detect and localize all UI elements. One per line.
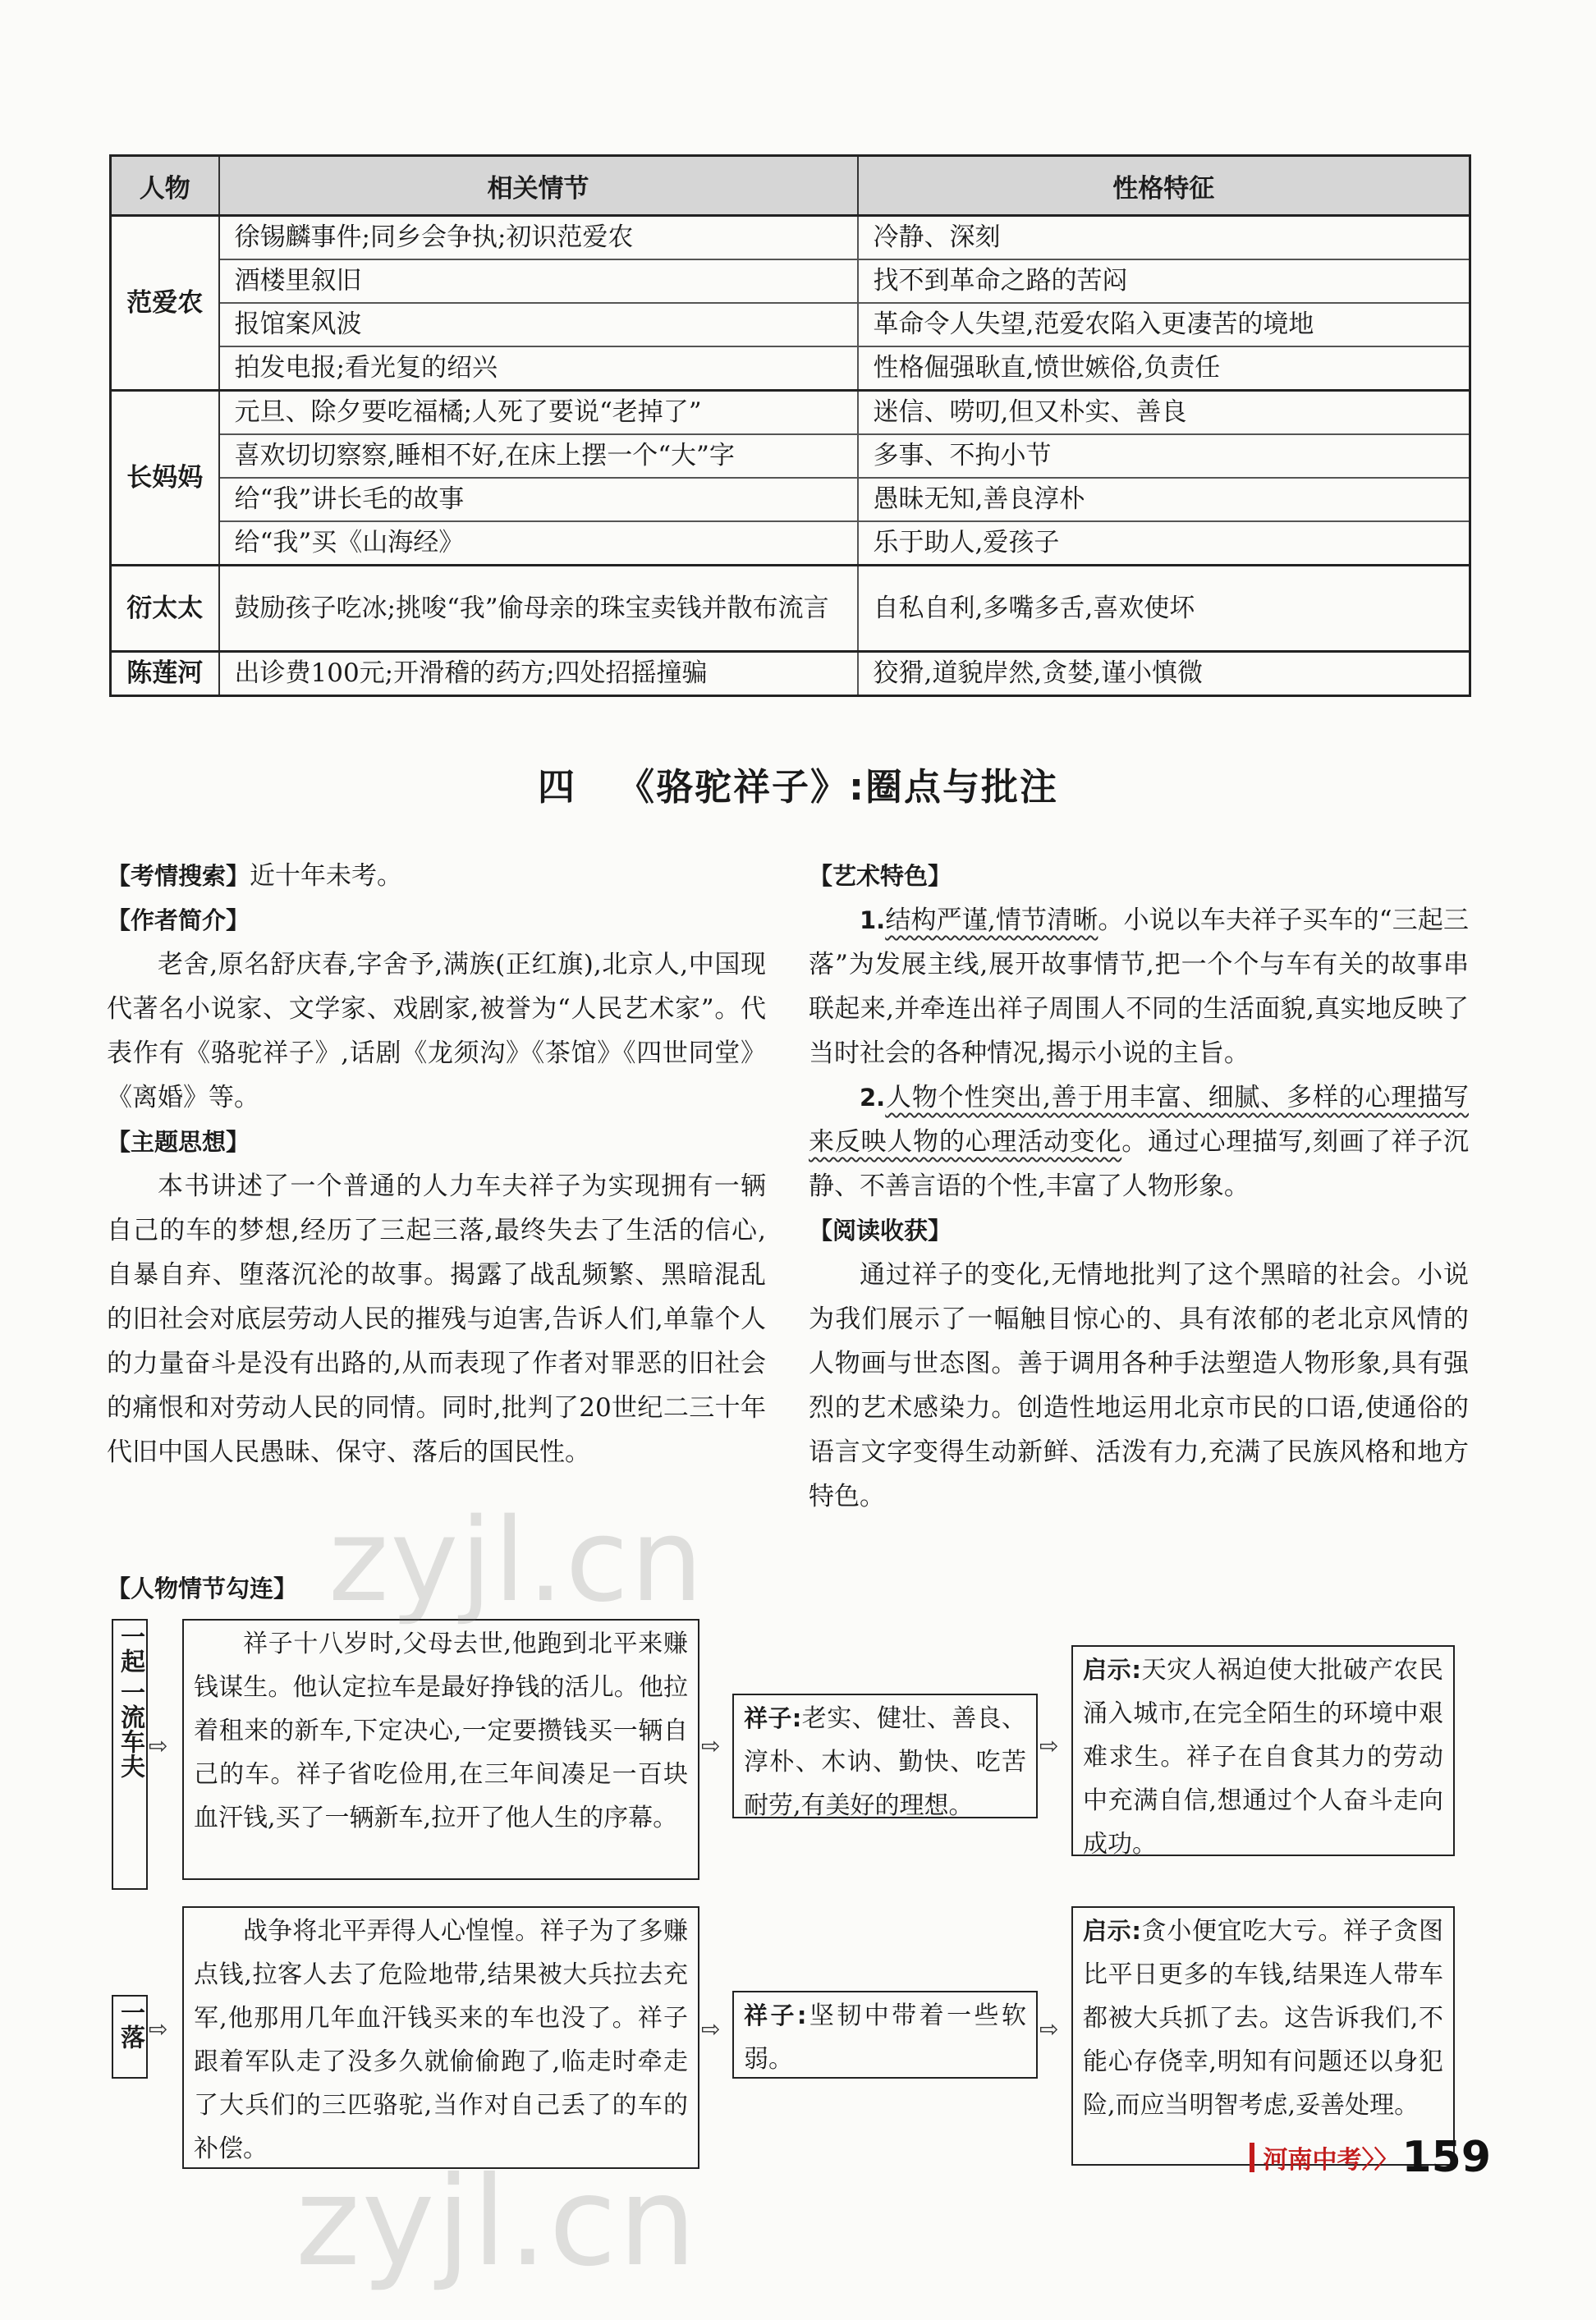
gain-label: 【阅读收获】 xyxy=(809,1217,952,1245)
stage-2-story-box xyxy=(182,1906,699,2169)
table-row xyxy=(111,521,1470,566)
section-title-text: 《骆驼祥子》:圈点与批注 xyxy=(617,765,1058,809)
trait-cell: 狡猾,道貌岸然,贪婪,谨小慎微 xyxy=(858,652,1470,696)
stage-1-insight: 天灾人祸迫使大批破产农民涌入城市,在完全陌生的环境中艰难求生。祥子在自食其力的劳动中充满自信,想通过个人奋斗走向成功。 xyxy=(1083,1656,1444,1859)
flow-arrow: ⇨ xyxy=(1039,2015,1059,2043)
plot-cell: 给“我”讲长毛的故事 xyxy=(219,478,858,521)
header-plot: 相关情节 xyxy=(219,156,858,216)
stage-2-trait: 坚韧中带着一些软弱。 xyxy=(744,2001,1026,2074)
watermark: zyjl.cn xyxy=(296,2151,699,2294)
flow-arrow: ⇨ xyxy=(701,1732,721,1759)
trait-cell: 找不到革命之路的苦闷 xyxy=(858,259,1470,303)
stage-1-label xyxy=(112,1619,148,1890)
person-cell: 衍太太 xyxy=(111,566,219,652)
art-point-1-key: 结构严谨,情节清晰 xyxy=(885,906,1098,935)
art-point-2-key: 人物个性突出,善于用丰富、细腻、多样的心理描写来反映人物的心理活动变化 xyxy=(809,1083,1469,1157)
exam-text: 近十年未考。 xyxy=(250,861,403,891)
art-label: 【艺术特色】 xyxy=(809,862,952,890)
table-row xyxy=(111,259,1470,303)
stage-2-story: 战争将北平弄得人心惶惶。祥子为了多赚点钱,拉客人去了危险地带,结果被大兵拉去充军,他那用几年血汗钱买来的车也没了。祥子跟着军队走了没多久就偷偷跑了,临走时牵走了大兵们的三匹骆驼,当作对自己丢了的车的补偿。 xyxy=(194,1917,688,2163)
trait-cell: 自私自利,多嘴多舌,喜欢使坏 xyxy=(858,566,1470,652)
table-row xyxy=(111,566,1470,652)
stage-2-label-top: 一落 xyxy=(116,2000,144,2049)
trait-cell: 乐于助人,爱孩子 xyxy=(858,521,1470,566)
character-table xyxy=(109,154,1471,697)
art-point-1-number: 1. xyxy=(860,906,886,934)
stage-2-insight-box xyxy=(1071,1906,1455,2166)
person-cell: 范爱农 xyxy=(111,216,219,391)
footer-region: 河南中考 xyxy=(1263,2146,1362,2175)
plot-cell: 喜欢切切察察,睡相不好,在床上摆一个“大”字 xyxy=(219,434,858,478)
footer-chevron: 〉〉 xyxy=(1361,2146,1399,2175)
stage-1-label-bottom: 一流车夫 xyxy=(116,1680,144,1778)
plot-cell: 出诊费100元;开滑稽的药方;四处招摇撞骗 xyxy=(219,652,858,696)
stage-1-trait-tag: 祥子: xyxy=(744,1704,802,1732)
flow-label: 【人物情节勾连】 xyxy=(107,1575,298,1602)
stage-1-insight-box xyxy=(1071,1645,1455,1859)
art-point-1 xyxy=(809,898,1469,1075)
stage-1-trait-box xyxy=(732,1694,1038,1818)
left-column xyxy=(107,854,766,1474)
author-label: 【作者简介】 xyxy=(107,906,250,934)
plot-cell: 给“我”买《山海经》 xyxy=(219,521,858,566)
flow-arrow: ⇨ xyxy=(1039,1732,1059,1759)
header-person: 人物 xyxy=(111,156,219,216)
author-text: 老舍,原名舒庆春,字舍予,满族(正红旗),北京人,中国现代著名小说家、文学家、戏剧家,被誉为“人民艺术家”。代表作有《骆驼祥子》,话剧《龙须沟》《茶馆》《四世同堂》《离婚》等。 xyxy=(107,950,766,1112)
stage-1-story-box xyxy=(182,1619,699,1880)
art-point-1-text: 。小说以车夫祥子买车的“三起三落”为发展主线,展开故事情节,把一个个与车有关的故事串联起来,并牵连出祥子周围人不同的生活面貌,真实地反映了当时社会的各种情况,揭示小说的主旨。 xyxy=(809,906,1469,1068)
trait-cell: 多事、不拘小节 xyxy=(858,434,1470,478)
art-point-2-number: 2. xyxy=(860,1084,886,1112)
trait-cell: 性格倔强耿直,愤世嫉俗,负责任 xyxy=(858,346,1470,391)
plot-cell: 拍发电报;看光复的绍兴 xyxy=(219,346,858,391)
art-point-2-text: 。通过心理描写,刻画了祥子沉静、不善言语的个性,丰富了人物形象。 xyxy=(809,1127,1469,1201)
stage-1-story: 祥子十八岁时,父母去世,他跑到北平来赚钱谋生。他认定拉车是最好挣钱的活儿。他拉着租来的新车,下定决心,一定要攒钱买一辆自己的车。祥子省吃俭用,在三年间凑足一百块血汗钱,买了一辆新车,拉开了他人生的序幕。 xyxy=(194,1630,688,1832)
plot-cell: 元旦、除夕要吃福橘;人死了要说“老掉了” xyxy=(219,391,858,435)
art-point-2 xyxy=(809,1075,1469,1208)
person-cell: 陈莲河 xyxy=(111,652,219,696)
theme-label: 【主题思想】 xyxy=(107,1128,250,1156)
plot-cell: 鼓励孩子吃冰;挑唆“我”偷母亲的珠宝卖钱并散布流言 xyxy=(219,566,858,652)
trait-cell: 迷信、唠叨,但又朴实、善良 xyxy=(858,391,1470,435)
table-row xyxy=(111,216,1470,260)
table-header-row xyxy=(111,156,1470,216)
header-trait: 性格特征 xyxy=(858,156,1470,216)
stage-1-trait: 老实、健壮、善良、淳朴、木讷、勤快、吃苦耐劳,有美好的理想。 xyxy=(744,1704,1026,1820)
theme-text: 本书讲述了一个普通的人力车夫祥子为实现拥有一辆自己的车的梦想,经历了三起三落,最终失去了生活的信心,自暴自弃、堕落沉沦的故事。揭露了战乱频繁、黑暗混乱的旧社会对底层劳动人民的摧残与迫害,告诉人们,单靠个人的力量奋斗是没有出路的,从而表现了作者对罪恶的旧社会的痛恨和对劳动人民的同情。同时,批判了20世纪二三十年代旧中国人民愚昧、保守、落后的国民性。 xyxy=(107,1171,766,1467)
flow-arrow: ⇨ xyxy=(149,1732,168,1759)
right-column xyxy=(809,854,1469,1519)
section-number: 四 xyxy=(537,765,576,809)
page-number: 159 xyxy=(1401,2133,1491,2182)
table-row xyxy=(111,346,1470,391)
stage-1-insight-tag: 启示: xyxy=(1083,1656,1141,1684)
plot-cell: 徐锡麟事件;同乡会争执;初识范爱农 xyxy=(219,216,858,260)
flow-arrow: ⇨ xyxy=(149,2015,168,2043)
table-row xyxy=(111,303,1470,346)
section-title xyxy=(0,757,1596,810)
table-row xyxy=(111,434,1470,478)
stage-2-insight: 贪小便宜吃大亏。祥子贪图比平日更多的车钱,结果连人带车都被大兵抓了去。这告诉我们,不能心存侥幸,明知有问题还以身犯险,而应当明智考虑,妥善处理。 xyxy=(1083,1917,1444,2120)
footer-bar xyxy=(1250,2143,1254,2172)
exam-label: 【考情搜索】 xyxy=(107,862,250,890)
table-row xyxy=(111,391,1470,435)
gain-text: 通过祥子的变化,无情地批判了这个黑暗的社会。小说为我们展示了一幅触目惊心的、具有浓郁的老北京风情的人物画与世态图。善于调用各种手法塑造人物形象,具有强烈的艺术感染力。创造性地运用北京市民的口语,使通俗的语言文字变得生动新鲜、活泼有力,充满了民族风格和地方特色。 xyxy=(809,1260,1469,1511)
trait-cell: 革命令人失望,范爱农陷入更凄苦的境地 xyxy=(858,303,1470,346)
table-row xyxy=(111,652,1470,696)
page-footer xyxy=(1250,2133,1491,2182)
table-row xyxy=(111,478,1470,521)
watermark: zyjl.cn xyxy=(328,1494,705,1628)
person-cell: 长妈妈 xyxy=(111,391,219,566)
plot-cell: 酒楼里叙旧 xyxy=(219,259,858,303)
trait-cell: 冷静、深刻 xyxy=(858,216,1470,260)
stage-2-trait-tag: 祥子: xyxy=(744,2001,807,2029)
flow-arrow: ⇨ xyxy=(701,2015,721,2043)
stage-2-trait-box xyxy=(732,1991,1038,2079)
plot-cell: 报馆案风波 xyxy=(219,303,858,346)
trait-cell: 愚昧无知,善良淳朴 xyxy=(858,478,1470,521)
stage-2-label xyxy=(112,1995,148,2079)
stage-2-insight-tag: 启示: xyxy=(1083,1917,1141,1945)
stage-1-label-top: 一起 xyxy=(116,1624,144,1673)
